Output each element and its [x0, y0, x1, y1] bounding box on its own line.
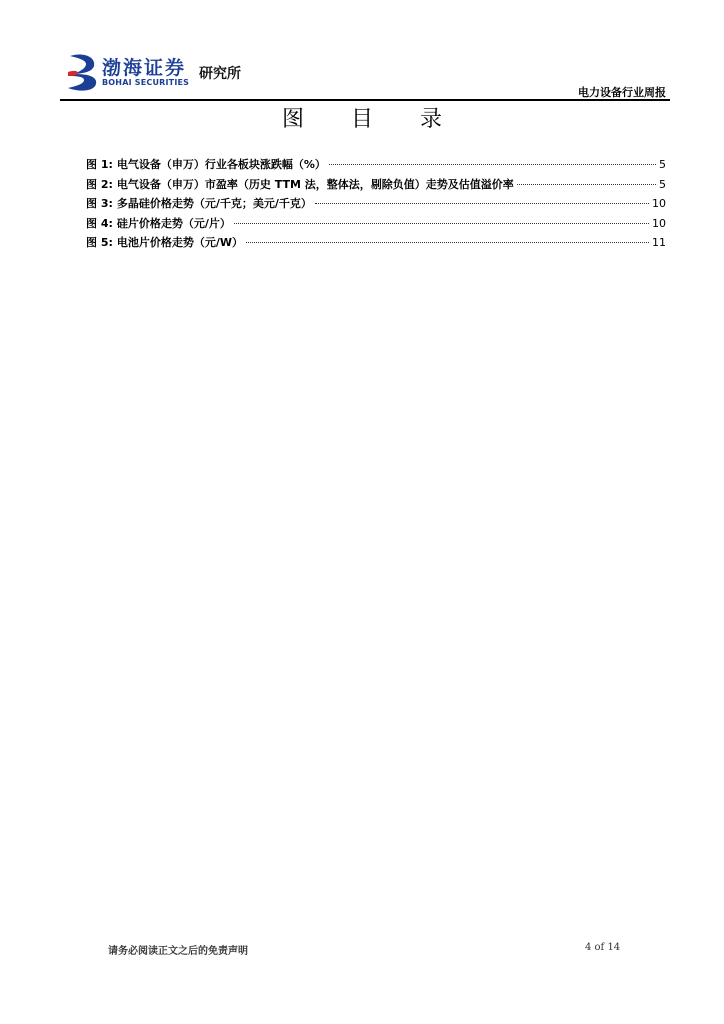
toc-entry-page: 10	[652, 216, 666, 230]
toc-entry-title: 电气设备（申万）行业各板块涨跌幅（%）	[116, 158, 326, 171]
toc-entry[interactable]	[86, 234, 666, 254]
toc-entry[interactable]	[86, 156, 666, 176]
toc-entry-page: 5	[659, 158, 666, 171]
page-title: 图 目 录	[282, 107, 462, 132]
toc-entry-page: 10	[652, 197, 666, 210]
toc-entry-number: 图 1:	[86, 158, 113, 171]
toc-entry-title: 多晶硅价格走势（元/千克；美元/千克）	[116, 197, 312, 210]
toc-entry[interactable]	[86, 195, 666, 215]
toc-entry-number: 图 3:	[86, 197, 113, 210]
toc-entry-page: 11	[652, 236, 666, 249]
toc-entry-page: 5	[659, 177, 666, 191]
toc-entry-title: 硅片价格走势（元/片）	[116, 216, 231, 230]
footer-disclaimer: 请务必阅读正文之后的免责声明	[108, 946, 248, 957]
toc-leader-dots	[315, 203, 649, 204]
toc-leader-dots	[329, 164, 656, 165]
toc-leader-dots	[234, 223, 649, 224]
header-divider	[60, 99, 670, 101]
bohai-logo-icon	[64, 52, 100, 92]
toc-entry[interactable]	[86, 176, 666, 196]
page-number: 4 of 14	[585, 942, 621, 953]
toc-leader-dots	[517, 184, 656, 185]
company-logo	[64, 52, 264, 92]
toc-entry-title: 电气设备（申万）市盈率（历史 TTM 法，整体法，剔除负值）走势及估值溢价率	[116, 177, 514, 191]
toc-entry-title: 电池片价格走势（元/W）	[116, 236, 244, 249]
toc-entry-number: 图 2:	[86, 177, 113, 191]
toc-entry-number: 图 4:	[86, 216, 113, 230]
figure-toc	[86, 156, 666, 254]
logo-institute: 研究所	[199, 66, 241, 82]
toc-entry[interactable]	[86, 215, 666, 235]
report-type: 电力设备行业周报	[578, 86, 666, 99]
toc-entry-number: 图 5:	[86, 236, 113, 249]
logo-name-en: BOHAI SECURITIES	[102, 78, 190, 87]
logo-name-cn: 渤海证券	[102, 57, 187, 79]
toc-leader-dots	[246, 242, 649, 243]
